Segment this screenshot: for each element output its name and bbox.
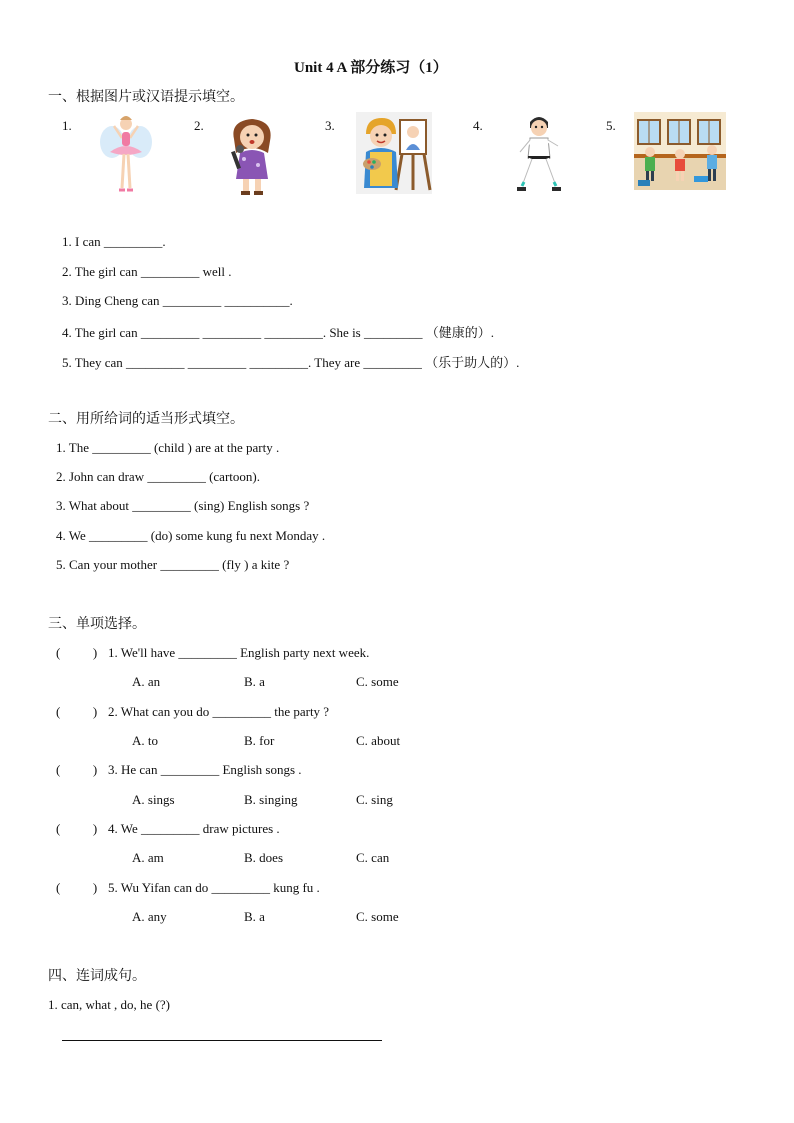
section-2-heading: 二、用所给词的适当形式填空。	[48, 412, 244, 427]
picture-number-1: 1.	[62, 118, 72, 133]
q5-option-c: C. some	[356, 909, 399, 924]
q4-option-a: A. am	[132, 850, 164, 865]
s2-line-5: 5. Can your mother _________ (fly ) a kite ?	[56, 557, 290, 572]
q2-option-a: A. to	[132, 733, 158, 748]
q2-paren: ( )	[56, 704, 98, 719]
s2-line-1: 1. The _________ (child ) are at the party .	[56, 440, 280, 455]
q3-paren: ( )	[56, 762, 98, 777]
q2-option-c: C. about	[356, 733, 401, 748]
kung-fu-girl-picture	[514, 112, 564, 194]
section-3-heading: 三、单项选择。	[48, 617, 146, 632]
s1-line-1: 1. I can _________.	[62, 234, 166, 249]
classroom-helping-picture	[634, 112, 726, 190]
q2-stem: 2. What can you do _________ the party ?	[108, 704, 330, 719]
q4-option-c: C. can	[356, 850, 390, 865]
q2-option-b: B. for	[244, 733, 275, 748]
q4-paren: ( )	[56, 821, 98, 836]
s1-line-2: 2. The girl can _________ well .	[62, 264, 232, 279]
q1-option-b: B. a	[244, 674, 265, 689]
s1-line-4: 4. The girl can _________ _________ _________. She is _________ （健康的）.	[62, 325, 494, 340]
q3-stem: 3. He can _________ English songs .	[108, 762, 302, 777]
page-title: Unit 4 A 部分练习（1）	[294, 60, 448, 76]
q3-option-a: A. sings	[132, 792, 175, 807]
painting-girl-picture	[356, 112, 432, 194]
s1-line-5: 5. They can _________ _________ _________. They are _________ （乐于助人的）.	[62, 355, 520, 370]
s2-line-2: 2. John can draw _________ (cartoon).	[56, 469, 260, 484]
s2-line-3: 3. What about _________ (sing) English songs ?	[56, 498, 310, 513]
q5-option-b: B. a	[244, 909, 265, 924]
q5-option-a: A. any	[132, 909, 167, 924]
picture-number-5: 5.	[606, 118, 616, 133]
answer-line[interactable]	[62, 1040, 382, 1041]
q1-option-a: A. an	[132, 674, 161, 689]
picture-number-3: 3.	[325, 118, 335, 133]
q1-stem: 1. We'll have _________ English party next week.	[108, 645, 370, 660]
q3-option-c: C. sing	[356, 792, 393, 807]
q5-paren: ( )	[56, 880, 98, 895]
q1-paren: ( )	[56, 645, 98, 660]
section-1-heading: 一、根据图片或汉语提示填空。	[48, 90, 244, 105]
picture-number-2: 2.	[194, 118, 204, 133]
section-4-heading: 四、连词成句。	[48, 969, 146, 984]
picture-number-4: 4.	[473, 118, 483, 133]
singing-girl-picture	[224, 113, 280, 197]
q3-option-b: B. singing	[244, 792, 298, 807]
s4-line-1: 1. can, what , do, he (?)	[48, 997, 171, 1012]
dancing-girl-picture	[98, 112, 154, 196]
q1-option-c: C. some	[356, 674, 399, 689]
q5-stem: 5. Wu Yifan can do _________ kung fu .	[108, 880, 320, 895]
s2-line-4: 4. We _________ (do) some kung fu next Monday .	[56, 528, 326, 543]
q4-option-b: B. does	[244, 850, 283, 865]
s1-line-3: 3. Ding Cheng can _________ __________.	[62, 293, 293, 308]
q4-stem: 4. We _________ draw pictures .	[108, 821, 280, 836]
